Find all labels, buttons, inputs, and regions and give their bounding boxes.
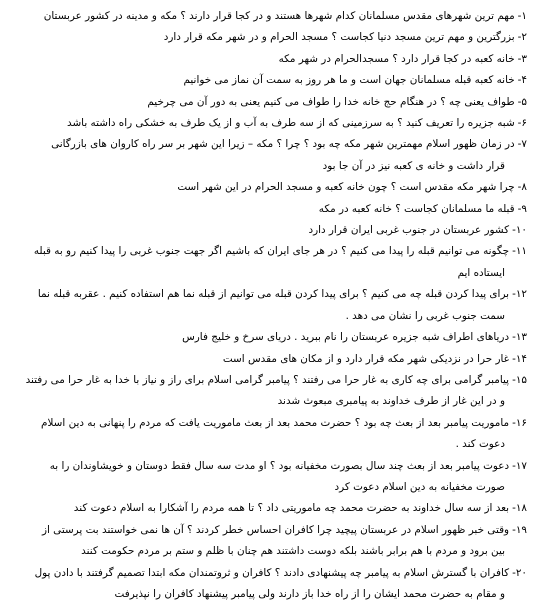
question-item (16, 413, 527, 456)
question-number: ۱۹- (512, 523, 527, 536)
question-item (16, 113, 527, 134)
question-text: بزرگترین و مهم ترین مسجد دنیا کجاست ؟ مسجد الحرام و در شهر مکه قرار دارد (163, 31, 515, 44)
question-item (16, 327, 527, 348)
question-item (16, 70, 527, 91)
question-item (16, 370, 527, 413)
question-number: ۱۴- (512, 352, 527, 365)
question-item (16, 241, 527, 284)
question-item (16, 220, 527, 241)
question-text: طواف یعنی چه ؟ در هنگام حج خانه خدا را طواف می کنیم یعنی به دور آن می چرخیم (147, 95, 515, 108)
question-number: ۱۷- (512, 459, 527, 472)
question-text: خانه کعبه قبله مسلمانان جهان است و ما هر روز به سمت آن نماز می خوانیم (183, 74, 515, 87)
question-text: کافران با گسترش اسلام به پیامبر چه پیشنهادی دادند ؟ کافران و ثروتمندان مکه ابتدا تصمیم گرفتند با دادن پول (34, 566, 510, 579)
question-item (16, 284, 527, 327)
question-number: ۱۱- (512, 245, 527, 258)
question-text: دریاهای اطراف شبه جزیره عربستان را نام ببرید . دریای سرخ و خلیج فارس (182, 331, 510, 344)
question-number: ۱- (517, 10, 527, 22)
question-text: کشور عربستان در جنوب غربی ایران قرار دارد (308, 224, 510, 237)
question-item (16, 563, 527, 606)
question-text-continued: و مقام به حضرت محمد ایشان را از راه خدا باز دارند ولی پیامبر پیشنهاد کافران را نپذیرفت (114, 587, 505, 600)
question-number: ۹- (517, 202, 527, 215)
question-text-continued: بین برود و مردم با هم برابر باشند بلکه دوست داشتند هم چنان با ظلم و ستم بر مردم حکومت کنند (81, 545, 505, 558)
question-number: ۱۳- (512, 331, 527, 344)
question-text-continued: صورت مخفیانه به دین اسلام دعوت کرد (334, 480, 505, 493)
question-text: دعوت پیامبر بعد از بعث چند سال بصورت مخفیانه بود ؟ او مدت سه سال فقط دوستان و خویشاوندان را به (49, 459, 510, 472)
question-text: ماموریت پیامبر بعد از بعث چه بود ؟ حضرت محمد بعد از بعث ماموریت یافت که مردم را پنهانی به دین اسلام (41, 416, 510, 429)
question-text-continued: و در این غار از طرف خداوند به پیامبری مبعوث شدند (277, 395, 505, 408)
question-text: برای پیدا کردن قبله چه می کنیم ؟ برای پیدا کردن قبله می توانیم از قبله نما هم استفاده کنیم . عقربه قبله نما (37, 288, 510, 301)
question-text: غار حرا در نزدیکی شهر مکه قرار دارد و از مکان های مقدس است (222, 352, 510, 365)
question-text: در زمان ظهور اسلام مهمترین شهر مکه چه بود ؟ چرا ؟ مکه – زیرا این شهر بر سر راه کاروان های بازرگانی (51, 138, 515, 151)
question-text-continued: دعوت کند . (455, 438, 505, 451)
question-number: ۵- (517, 95, 527, 108)
question-text-continued: سمت جنوب غربی را نشان می دهد . (345, 309, 505, 322)
question-number: ۱۰- (512, 224, 527, 237)
question-number: ۶- (517, 117, 527, 130)
question-text: بعد از سه سال خداوند به حضرت محمد چه ماموریتی داد ؟ تا همه مردم را آشکارا به اسلام دعوت کند (73, 502, 510, 515)
question-number: ۷- (517, 138, 527, 151)
question-item (16, 177, 527, 198)
question-item (16, 349, 527, 370)
question-text-continued: قرار داشت و خانه ی کعبه نیز در آن جا بود (322, 159, 505, 172)
question-text: چگونه می توانیم قبله را پیدا می کنیم ؟ در هر جای ایران که باشیم اگر جهت جنوب غربی را پیدا کنیم رو به قبله (33, 245, 510, 258)
question-number: ۴- (517, 74, 527, 87)
question-number: ۱۸- (512, 502, 527, 515)
question-item (16, 6, 527, 27)
question-text: خانه کعبه در کجا قرار دارد ؟ مسجدالحرام در شهر مکه (278, 52, 515, 65)
question-text: قبله ما مسلمانان کجاست ؟ خانه کعبه در مکه (318, 202, 515, 215)
question-item (16, 498, 527, 519)
question-item (16, 92, 527, 113)
question-item (16, 49, 527, 70)
question-item (16, 456, 527, 499)
question-number: ۱۲- (512, 288, 527, 301)
question-item (16, 520, 527, 563)
question-number: ۸- (517, 181, 527, 194)
question-number: ۳- (517, 52, 527, 65)
question-item (16, 134, 527, 177)
question-item (16, 27, 527, 48)
question-text: پیامبر گرامی برای چه کاری به غار حرا می رفتند ؟ پیامبر گرامی اسلام برای راز و نیاز با خدا به غار حرا می رفتند (25, 373, 510, 386)
question-text-continued: ایستاده ایم (457, 266, 505, 279)
question-text: چرا شهر مکه مقدس است ؟ چون خانه کعبه و مسجد الحرام در این شهر است (177, 181, 515, 194)
question-number: ۲۰- (512, 566, 527, 579)
question-list (16, 6, 527, 605)
question-number: ۱۵- (512, 373, 527, 386)
question-text: شبه جزیره را تعریف کنید ؟ به سرزمینی که از سه طرف به آب و از یک طرف به خشکی راه داشته باشد (67, 117, 515, 130)
question-item (16, 199, 527, 220)
question-number: ۲- (517, 31, 527, 44)
question-number: ۱۶- (512, 416, 527, 429)
question-text: مهم ترین شهرهای مقدس مسلمانان کدام شهرها هستند و در کجا قرار دارند ؟ مکه و مدینه در کشور عربستان (43, 10, 515, 22)
question-text: وقتی خبر ظهور اسلام در عربستان پیچید چرا کافران احساس خطر کردند ؟ آن ها نمی خواستند بت پرستی از (41, 523, 510, 536)
